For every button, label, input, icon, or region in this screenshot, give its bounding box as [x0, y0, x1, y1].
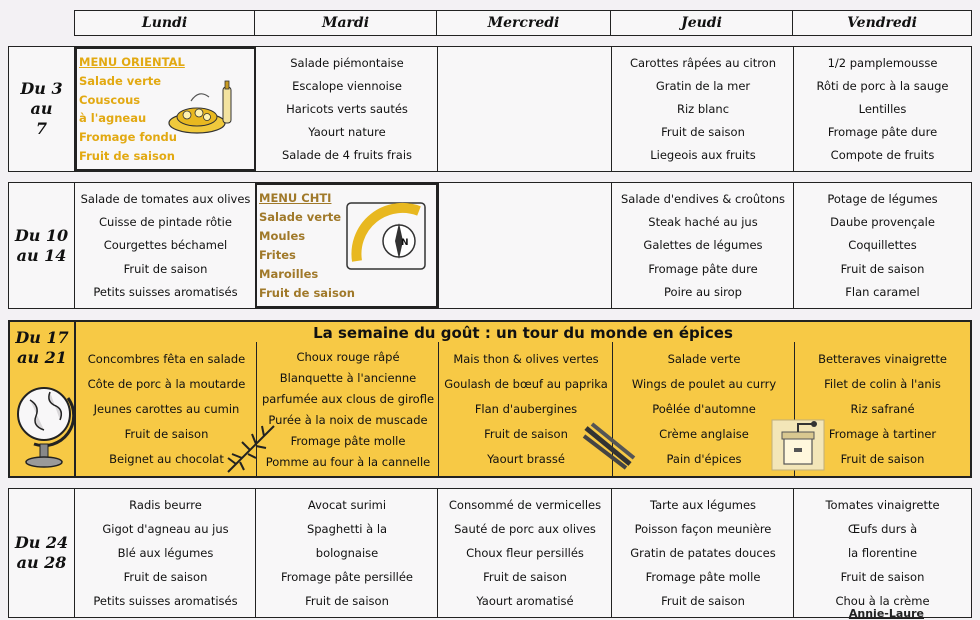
compass-icon — [345, 201, 427, 273]
spice-grinder-icon — [768, 412, 828, 472]
week-label-line1: Du 17 — [15, 328, 69, 347]
menu-item: Fruit de saison — [483, 570, 567, 584]
menu-item: Fromage pâte dure — [827, 125, 938, 140]
menu-item: Blé aux légumes — [117, 546, 214, 560]
menu-item: Crème anglaise — [659, 427, 749, 442]
menu-item: Fromage pâte dure — [648, 261, 758, 276]
menu-item: Choux rouge râpé — [296, 349, 400, 364]
week-row-3 — [74, 320, 972, 478]
menu-cell-mardi — [255, 47, 438, 171]
menu-item: Fruit de saison — [305, 594, 389, 608]
menu-item: Fruit de saison — [124, 427, 209, 442]
menu-cell-lundi — [75, 489, 256, 617]
week-label-1 — [8, 46, 74, 172]
menu-item: Flan d'aubergines — [474, 401, 578, 416]
menu-item: Fruit de saison — [661, 125, 745, 140]
menu-item: Compote de fruits — [830, 148, 935, 163]
menu-item: Œufs durs à — [847, 522, 918, 536]
menu-item: Mais thon & olives vertes — [453, 351, 599, 366]
menu-cell-mercredi — [437, 47, 612, 171]
menu-cell-jeudi — [611, 489, 794, 617]
menu-item: Yaourt brassé — [487, 452, 565, 467]
menu-item: Riz blanc — [676, 101, 730, 116]
menu-item: Fruit de saison — [259, 285, 355, 300]
menu-item: Purée à la noix de muscade — [268, 412, 428, 427]
menu-item: Riz safrané — [850, 401, 915, 416]
week-label-2 — [8, 182, 74, 309]
globe-icon — [14, 378, 74, 470]
theme-title: La semaine du goût : un tour du monde en épices — [313, 324, 733, 342]
menu-item: Flan caramel — [845, 285, 920, 300]
svg-text:N: N — [401, 238, 409, 248]
menu-item: Concombres fêta en salade — [87, 351, 246, 366]
menu-item: Sauté de porc aux olives — [454, 522, 596, 536]
menu-item: Fruit de saison — [840, 452, 925, 467]
week-label-line2: 7 — [35, 119, 48, 138]
menu-item: Fromage pâte molle — [645, 570, 761, 584]
menu-item: Yaourt aromatisé — [476, 594, 574, 608]
menu-item: Radis beurre — [129, 498, 202, 512]
week-label-line2: au 28 — [16, 553, 67, 572]
menu-item: Fruit de saison — [484, 427, 568, 442]
menu-item: Potage de légumes — [827, 191, 938, 206]
menu-cell-lundi — [75, 183, 256, 308]
menu-item: Fruit de saison — [79, 148, 175, 163]
menu-item: Wings de poulet au curry — [631, 376, 777, 391]
menu-item: Fruit de saison — [123, 570, 208, 584]
week-label-4 — [8, 488, 74, 618]
menu-cell-jeudi — [611, 47, 794, 171]
menu-title: MENU ORIENTAL — [79, 55, 185, 70]
menu-item: Petits suisses aromatisés — [93, 594, 238, 608]
menu-item: Spaghetti à la — [306, 522, 388, 536]
couscous-dish-icon — [161, 77, 241, 139]
menu-item: Fruit de saison — [123, 261, 208, 276]
menu-item: Chou à la crème — [835, 594, 930, 608]
menu-item: Moules — [259, 229, 306, 244]
menu-cell-mardi — [256, 342, 439, 476]
menu-item: Carottes râpées au citron — [629, 55, 777, 70]
week-row-2 — [74, 182, 972, 309]
menu-item: Petits suisses aromatisés — [93, 285, 238, 300]
menu-item: Beignet au chocolat — [109, 452, 224, 467]
menu-item: Salade d'endives & croûtons — [620, 191, 786, 206]
menu-item: Fromage pâte molle — [290, 433, 406, 448]
menu-item: parfumée aux clous de girofle — [261, 391, 435, 406]
herb-branch-icon — [222, 420, 282, 476]
menu-cell-jeudi — [611, 183, 794, 308]
menu-item: Maroilles — [259, 266, 319, 281]
week-label-line1: Du 24 — [14, 533, 69, 552]
menu-cell-mercredi — [437, 489, 612, 617]
menu-item: Pain d'épices — [666, 452, 742, 467]
menu-title: MENU CHTI — [259, 191, 332, 206]
menu-item: Consommé de vermicelles — [448, 498, 602, 512]
menu-item: Poêlée d'automne — [652, 401, 756, 416]
day-header-mercredi: Mercredi — [436, 10, 611, 36]
menu-cell-vendredi — [793, 489, 971, 617]
menu-item: Tomates vinaigrette — [825, 498, 940, 512]
menu-item: Fruit de saison — [840, 261, 925, 276]
menu-item: Liegeois aux fruits — [650, 148, 756, 163]
menu-item: Lentilles — [858, 101, 907, 116]
day-header-lundi: Lundi — [74, 10, 255, 36]
menu-item: 1/2 pamplemousse — [827, 55, 938, 70]
menu-item: Couscous — [79, 92, 141, 107]
menu-item: Filet de colin à l'anis — [824, 376, 941, 391]
menu-item: Yaourt nature — [308, 125, 386, 140]
menu-item: Goulash de bœuf au paprika — [444, 376, 608, 391]
menu-cell-vendredi — [793, 47, 971, 171]
menu-cell-vendredi — [793, 183, 971, 308]
menu-item: Gratin de patates douces — [630, 546, 776, 560]
menu-item: à l'agneau — [79, 111, 147, 126]
week-label-line1: Du 3 au — [20, 79, 63, 118]
menu-item: Rôti de porc à la sauge — [816, 78, 949, 93]
week-label-line2: au 14 — [16, 245, 67, 265]
week-row-1 — [74, 46, 972, 172]
menu-item: Poire au sirop — [664, 285, 742, 300]
menu-item: Courgettes béchamel — [103, 238, 228, 253]
menu-item: Côte de porc à la moutarde — [87, 376, 246, 391]
menu-item: la florentine — [847, 546, 918, 560]
menu-item: Poisson façon meunière — [634, 522, 772, 536]
cinnamon-sticks-icon — [582, 418, 638, 472]
menu-item: Escalope viennoise — [292, 78, 402, 93]
menu-item: Salade de 4 fruits frais — [281, 148, 413, 163]
menu-item: Jeunes carottes au cumin — [93, 401, 240, 416]
week-label-line1: Du 10 — [14, 225, 69, 245]
menu-item: Daube provençale — [830, 215, 935, 230]
menu-cell-mardi — [255, 489, 438, 617]
day-header-jeudi: Jeudi — [610, 10, 793, 36]
menu-item: Cuisse de pintade rôtie — [99, 215, 232, 230]
menu-item: Fromage à tartiner — [828, 427, 937, 442]
menu-item: Steak haché au jus — [648, 215, 758, 230]
menu-item: Tarte aux légumes — [649, 498, 757, 512]
menu-item: Fromage pâte persillée — [281, 570, 413, 584]
menu-item: Fruit de saison — [840, 570, 925, 584]
menu-item: bolognaise — [315, 546, 379, 560]
menu-item: Salade verte — [259, 210, 342, 225]
menu-item: Frites — [259, 247, 296, 262]
menu-item: Salade verte — [667, 351, 741, 366]
signature: Annie-Laure — [848, 607, 924, 620]
menu-item: Fromage fondu — [79, 129, 177, 144]
week-row-4 — [74, 488, 972, 618]
menu-item: Coquillettes — [848, 238, 917, 253]
menu-item: Pomme au four à la cannelle — [265, 454, 431, 469]
menu-item: Gigot d'agneau au jus — [102, 522, 229, 536]
menu-item: Blanquette à l'ancienne — [279, 370, 417, 385]
menu-item: Choux fleur persillés — [466, 546, 584, 560]
menu-item: Salade piémontaise — [290, 55, 404, 70]
menu-item: Fruit de saison — [661, 594, 745, 608]
day-header-vendredi: Vendredi — [792, 10, 972, 36]
menu-item: Haricots verts sautés — [286, 101, 408, 116]
menu-item: Gratin de la mer — [655, 78, 751, 93]
menu-item: Avocat surimi — [307, 498, 387, 512]
menu-item: Betteraves vinaigrette — [818, 351, 947, 366]
menu-item: Galettes de légumes — [643, 238, 763, 253]
menu-cell-mercredi — [437, 183, 612, 308]
menu-item: Salade verte — [79, 73, 162, 88]
week-label-line2: au 21 — [17, 348, 67, 367]
menu-item: Salade de tomates aux olives — [80, 191, 251, 206]
day-header-mardi: Mardi — [254, 10, 437, 36]
